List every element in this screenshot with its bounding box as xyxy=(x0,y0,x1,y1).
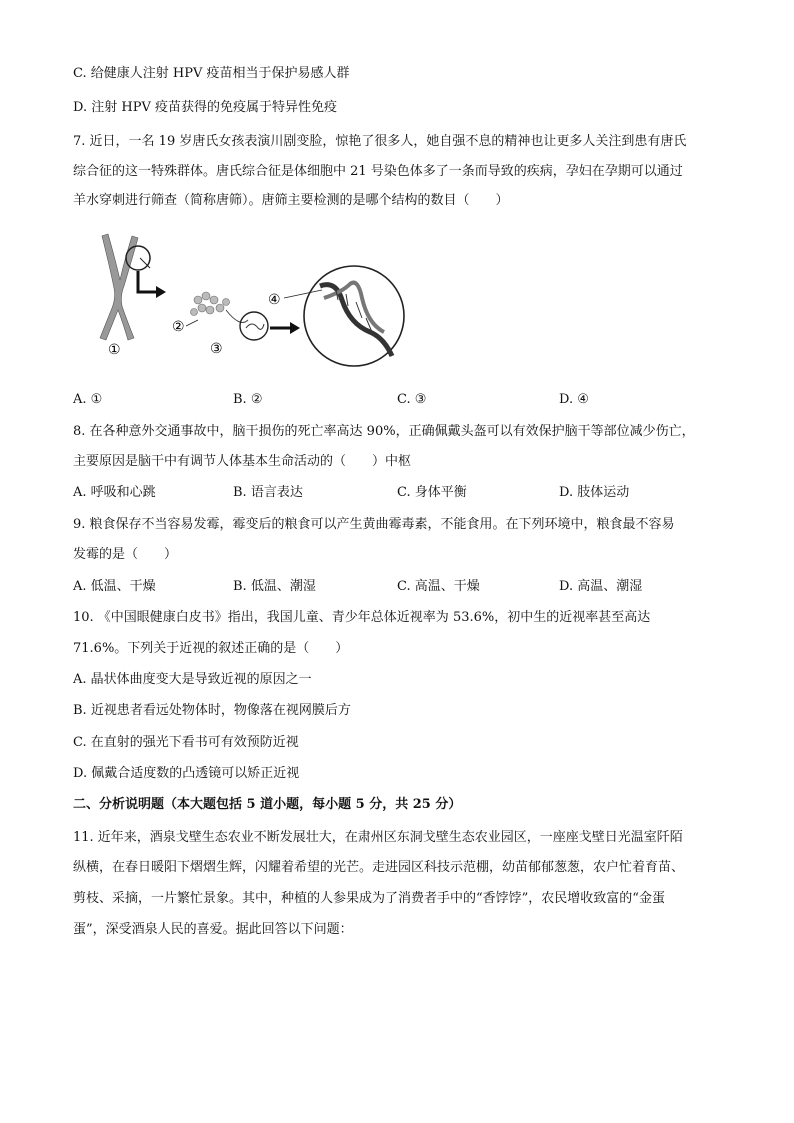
q8-option-c[interactable]: C. 身体平衡 xyxy=(397,485,467,500)
option-7c-prev: C. 给健康人注射 HPV 疫苗相当于保护易感人群 xyxy=(73,66,350,81)
question-10-line2: 71.6%。下列关于近视的叙述正确的是（ ） xyxy=(73,641,349,656)
label-4: ④ xyxy=(268,292,281,308)
q9-option-d[interactable]: D. 高温、潮湿 xyxy=(559,579,643,594)
question-11-line3: 剪枝、采摘，一片繁忙景象。其中，种植的人参果成为了消费者手中的“香饽饽”，农民增收致富的“金蛋 xyxy=(73,891,665,906)
q10-option-b[interactable]: B. 近视患者看远处物体时，物像落在视网膜后方 xyxy=(73,703,351,718)
question-8-line1: 8. 在各种意外交通事故中，脑干损伤的死亡率高达 90%，正确佩戴头盔可以有效保护脑干等部位减少伤亡， xyxy=(73,424,695,439)
chromosome-dna-figure xyxy=(80,228,420,378)
q9-option-c[interactable]: C. 高温、干燥 xyxy=(397,579,480,594)
q9-option-b[interactable]: B. 低温、潮湿 xyxy=(233,579,316,594)
q7-option-a[interactable]: A. ① xyxy=(73,392,103,407)
q8-option-d[interactable]: D. 肢体运动 xyxy=(559,485,630,500)
question-7-line1: 7. 近日，一名 19 岁唐氏女孩表演川剧变脸，惊艳了很多人，她自强不息的精神也让更多人关注到患有唐氏 xyxy=(73,134,687,149)
q10-option-d[interactable]: D. 佩戴合适度数的凸透镜可以矫正近视 xyxy=(73,766,300,781)
q7-option-d[interactable]: D. ④ xyxy=(559,392,589,407)
label-1: ① xyxy=(108,342,121,358)
arrow-1-icon xyxy=(138,271,156,292)
question-7-line3: 羊水穿刺进行筛查（简称唐筛）。唐筛主要检测的是哪个结构的数目（ ） xyxy=(73,193,509,208)
label-2: ② xyxy=(172,319,185,335)
q8-option-a[interactable]: A. 呼吸和心跳 xyxy=(73,485,156,500)
label-3: ③ xyxy=(210,341,223,357)
question-9-line2: 发霉的是（ ） xyxy=(73,547,178,562)
question-8-line2: 主要原因是脑干中有调节人体基本生命活动的（ ）中枢 xyxy=(73,454,412,469)
q7-option-b[interactable]: B. ② xyxy=(233,392,263,407)
q8-option-b[interactable]: B. 语言表达 xyxy=(233,485,303,500)
q10-option-c[interactable]: C. 在直射的强光下看书可有效预防近视 xyxy=(73,735,299,750)
q7-option-c[interactable]: C. ③ xyxy=(397,392,427,407)
chromosome-icon xyxy=(100,234,138,340)
q9-option-a[interactable]: A. 低温、干燥 xyxy=(73,579,156,594)
question-11-line2: 纵横，在春日暖阳下熠熠生辉，闪耀着希望的光芒。走进园区科技示范棚，幼苗郁郁葱葱，农户忙着育苗、 xyxy=(73,860,685,875)
q10-option-a[interactable]: A. 晶状体曲度变大是导致近视的原因之一 xyxy=(73,672,312,687)
nucleosome-beads-icon xyxy=(191,292,230,316)
section-heading: 二、分析说明题（本大题包括 5 道小题，每小题 5 分，共 25 分） xyxy=(73,797,462,812)
question-10-line1: 10. 《中国眼健康白皮书》指出，我国儿童、青少年总体近视率为 53.6%，初中生的近视率甚至高达 xyxy=(73,610,651,625)
question-9-line1: 9. 粮食保存不当容易发霉，霉变后的粮食可以产生黄曲霉毒素，不能食用。在下列环境中，粮食最不容易 xyxy=(73,517,675,532)
question-11-line4: 蛋”，深受酒泉人民的喜爱。据此回答以下问题： xyxy=(73,922,353,937)
question-11-line1: 11. 近年来，酒泉戈壁生态农业不断发展壮大，在肃州区东洞戈壁生态农业园区，一座座戈壁日光温室阡陌 xyxy=(73,830,683,845)
option-d-prev: D. 注射 HPV 疫苗获得的免疫属于特异性免疫 xyxy=(73,100,337,115)
question-7-line2: 综合征的这一特殊群体。唐氏综合征是体细胞中 21 号染色体多了一条而导致的疾病，孕妇在孕期可以通过 xyxy=(73,164,683,179)
double-helix-icon xyxy=(320,283,392,356)
